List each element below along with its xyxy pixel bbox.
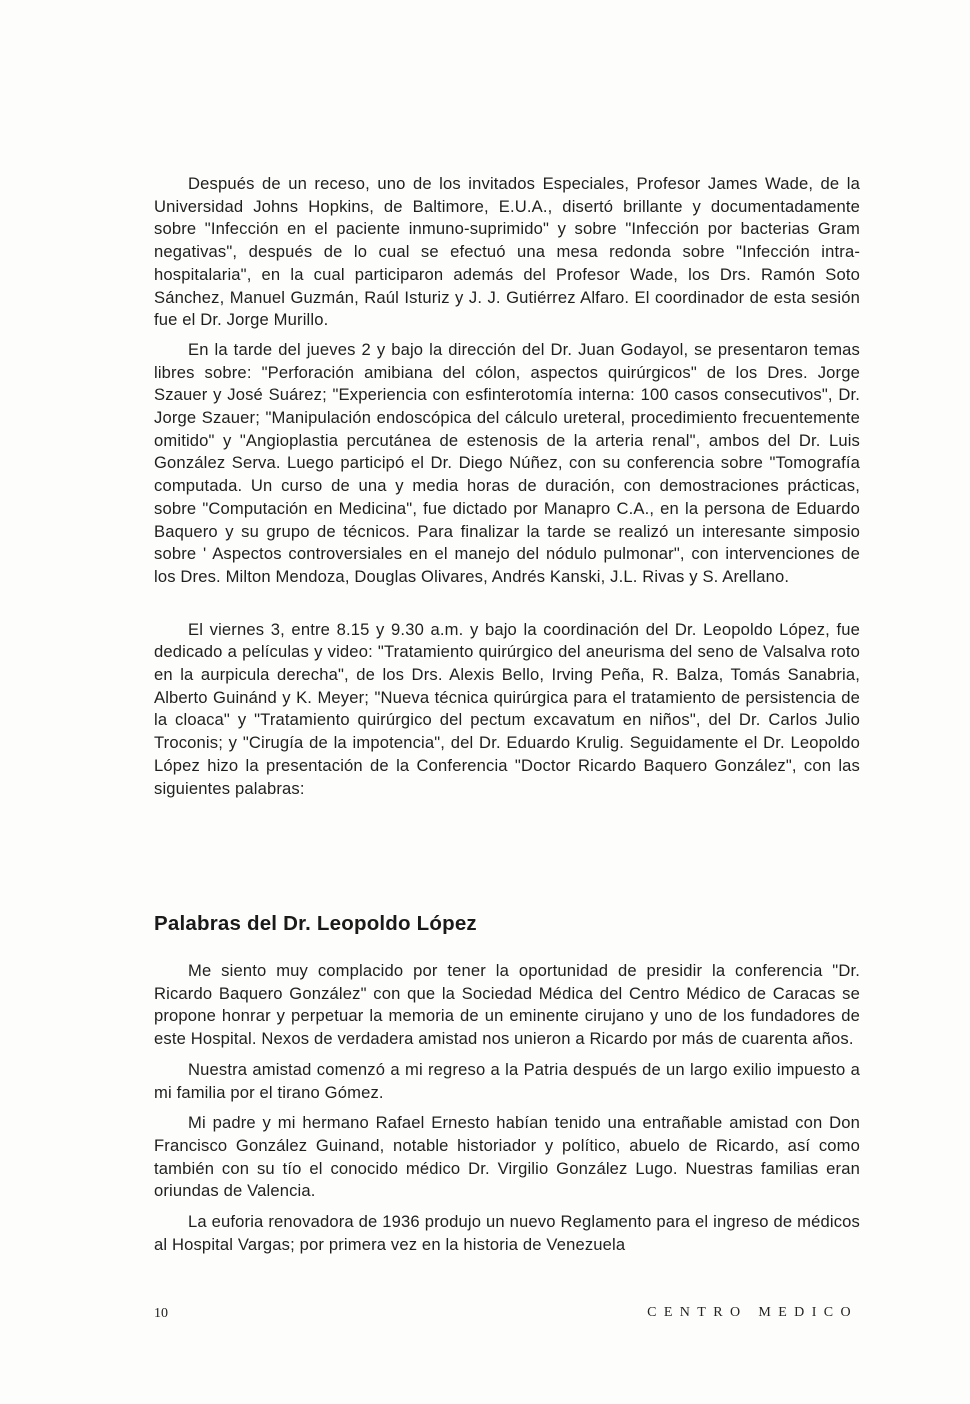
paragraph-amistad: Nuestra amistad comenzó a mi regreso a la Patria después de un largo exilio impuesto a mi familia por el tirano Gómez.: [154, 1059, 860, 1102]
paragraph-complacido: Me siento muy complacido por tener la oportunidad de presidir la conferencia "Dr. Ricardo Baquero González" con que la Sociedad Médica del Centro Médico de Caracas se propone honrar y perpetuar la memoria de un eminente cirujano y uno de los fundadores de este Hospital. Nexos de verdadera amistad nos unieron a Ricardo por más de cuarenta años.: [154, 961, 860, 1049]
paragraph-familia: Mi padre y mi hermano Rafael Ernesto habían tenido una entrañable amistad con Don Francisco González Guinand, notable historiador y político, abuelo de Ricardo, así como también con su tío el conocido médico Dr. Virgilio González Lugo. Nuestras familias eran oriundas de Valencia.: [154, 1113, 860, 1201]
body-text-bottom: [154, 960, 860, 1256]
journal-name: CENTRO MEDICO: [647, 1305, 858, 1320]
body-text-top: [154, 173, 860, 800]
section-heading: Palabras del Dr. Leopoldo López: [154, 912, 477, 935]
paragraph-euforia: La euforia renovadora de 1936 produjo un nuevo Reglamento para el ingreso de médicos al Hospital Vargas; por primera vez en la historia de Venezuela: [154, 1212, 860, 1254]
paragraph-receso: Después de un receso, uno de los invitados Especiales, Profesor James Wade, de la Universidad Johns Hopkins, de Baltimore, E.U.A., disertó brillante y documentadamente sobre "Infección en el paciente inmuno-suprimido" y sobre "Infección por bacterias Gram negativas", después de lo cual se efectuó una mesa redonda sobre "Infección intra-hospitalaria", en la cual participaron además del Profesor Wade, los Drs. Ramón Soto Sánchez, Manuel Guzmán, Raúl Isturiz y J. J. Gutiérrez Alfaro. El coordinador de esta sesión fue el Dr. Jorge Murillo.: [154, 174, 860, 330]
page-number: 10: [154, 1306, 168, 1321]
paragraph-viernes: El viernes 3, entre 8.15 y 9.30 a.m. y bajo la coordinación del Dr. Leopoldo López, fue dedicado a películas y video: "Tratamiento quirúrgico del aneurisma del seno de Valsalva roto en la aurpicula derecha", de los Drs. Alexis Bello, Irving Peña, R. Balza, Tomás Sanabria, Alberto Guinánd y K. Meyer; "Nueva técnica quirúrgica para el tratamiento de persistencia de la cloaca" y "Tratamiento quirúrgico del pectum excavatum en niños", del Dr. Carlos Julio Troconis; y "Cirugía de la impotencia", del Dr. Eduardo Krulig. Seguidamente el Dr. Leopoldo López hizo la presentación de la Conferencia "Doctor Ricardo Baquero González", con las siguientes palabras:: [154, 619, 860, 798]
paragraph-jueves: En la tarde del jueves 2 y bajo la dirección del Dr. Juan Godayol, se presentaron temas libres sobre: "Perforación amibiana del cólon, aspectos quirúrgicos" de los Dres. Jorge Szauer y José Suárez; "Experiencia con esfinterotomía interna: 100 casos consecutivos", Dr. Jorge Szauer; "Manipulación endoscópica del cálculo ureteral, procedimiento frecuentemente omitido" y "Angioplastia percutánea de estenosis de la arteria renal", ambos del Dr. Luis González Serva. Luego participó el Dr. Diego Núñez, con su conferencia sobre "Tomografía computada. Un curso de una y media horas de duración, con demostraciones prácticas, sobre "Computación en Medicina", fue dictado por Manapro C.A., en la persona de Eduardo Baquero y su grupo de técnicos. Para finalizar la tarde se realizó un interesante simposio sobre ' Aspectos controversiales en el manejo del nódulo pulmonar", con intervenciones de los Dres. Milton Mendoza, Douglas Olivares, Andrés Kanski, J.L. Rivas y S. Arellano.: [154, 339, 860, 586]
